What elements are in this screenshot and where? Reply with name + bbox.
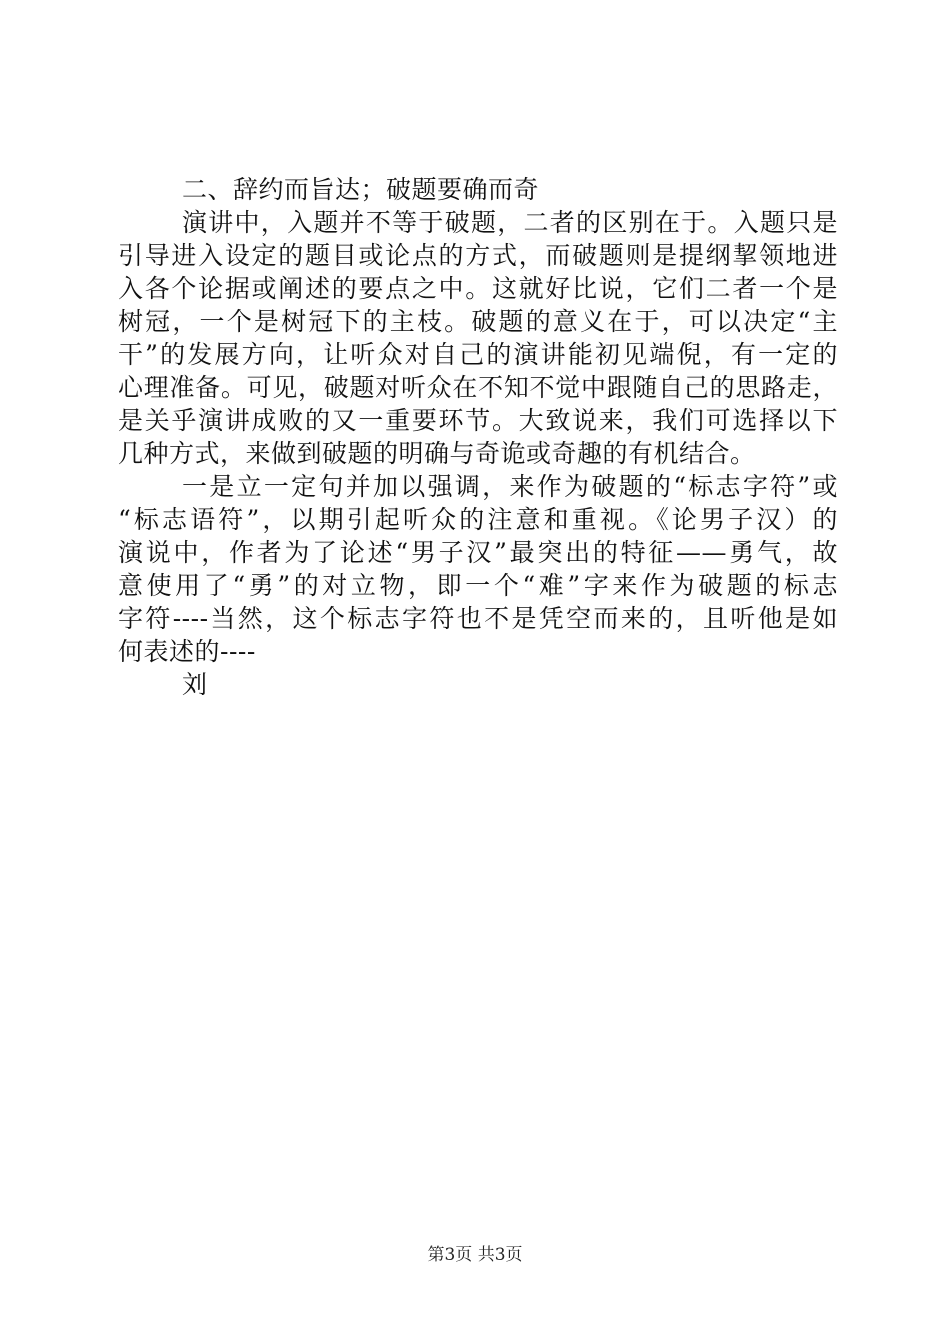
paragraph-1-line-3: 入各个论据或阐述的要点之中。这就好比说，它们二者一个是 — [118, 274, 838, 303]
paragraph-2-line-3: 演说中，作者为了论述“男子汉”最突出的特征——勇气，故 — [118, 538, 838, 567]
paragraph-2-line-2: “标志语符”，以期引起听众的注意和重视。《论男子汉）的 — [118, 505, 838, 534]
paragraph-2-line-5: 字符----当然，这个标志字符也不是凭空而来的，且听他是如 — [118, 604, 838, 633]
trailing-text: 刘 — [182, 670, 208, 699]
paragraph-2-line-1: 一是立一定句并加以强调，来作为破题的“标志字符”或 — [182, 472, 838, 501]
paragraph-1-line-2: 引导进入设定的题目或论点的方式，而破题则是提纲挈领地进 — [118, 241, 838, 270]
paragraph-1-line-7: 是关乎演讲成败的又一重要环节。大致说来，我们可选择以下 — [118, 406, 838, 435]
paragraph-2-line-4: 意使用了“勇”的对立物，即一个“难”字来作为破题的标志 — [118, 571, 838, 600]
paragraph-2-line-6: 何表述的---- — [118, 637, 256, 666]
section-heading: 二、辞约而旨达；破题要确而奇 — [182, 175, 540, 204]
paragraph-1-line-8: 几种方式，来做到破题的明确与奇诡或奇趣的有机结合。 — [118, 439, 756, 468]
paragraph-1-line-5: 干”的发展方向，让听众对自己的演讲能初见端倪，有一定的 — [118, 340, 838, 369]
document-body — [118, 173, 838, 701]
paragraph-1-line-1: 演讲中，入题并不等于破题，二者的区别在于。入题只是 — [182, 208, 838, 237]
paragraph-1-line-6: 心理准备。可见，破题对听众在不知不觉中跟随自己的思路走， — [118, 373, 838, 402]
paragraph-1-line-4: 树冠，一个是树冠下的主枝。破题的意义在于，可以决定“主 — [118, 307, 838, 336]
page-number-footer: 第3页 共3页 — [427, 1245, 523, 1265]
